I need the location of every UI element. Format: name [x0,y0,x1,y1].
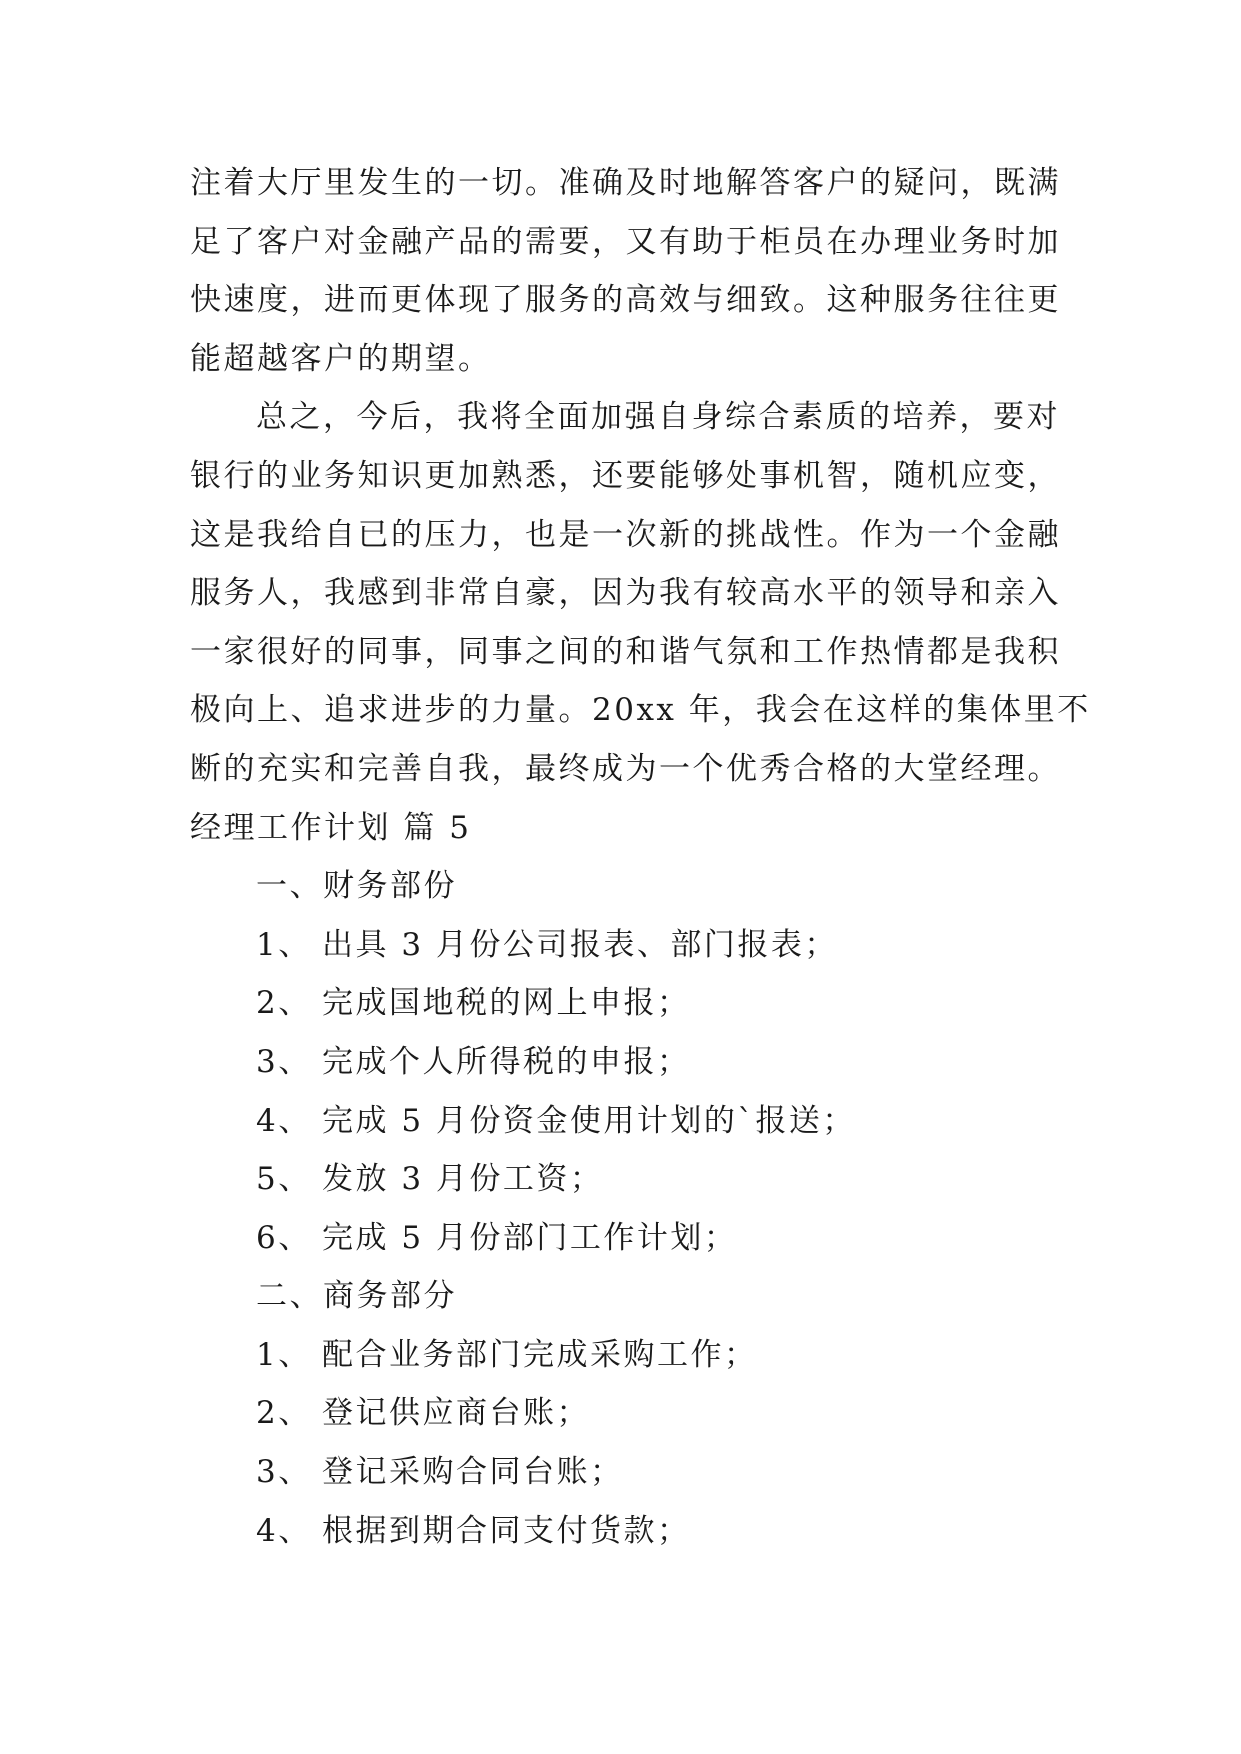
list-item-text: 登记供应商台账； [322,1395,590,1432]
paragraph-line: 快速度，进而更体现了服务的高效与细致。这种服务往往更 [190,282,1061,319]
list-item-text: 配合业务部门完成采购工作； [322,1336,758,1373]
list-item-number: 1、 [256,926,312,963]
paragraph-line: 极向上、追求进步的力量。20xx 年，我会在这样的集体里不 [190,692,1091,729]
paragraph-line: 总之，今后，我将全面加强自身综合素质的培养，要对 [256,399,1060,436]
list-item-number: 1、 [256,1336,312,1373]
list-item [190,1209,1070,1268]
paragraph-line: 服务人，我感到非常自豪，因为我有较高水平的领导和亲入 [190,575,1061,612]
list-item [190,1092,1070,1151]
list-item-text: 登记采购合同台账； [322,1454,624,1491]
list-item [190,1384,1070,1443]
list-item [190,1033,1070,1092]
list-item [190,1443,1070,1502]
paragraph-line: 断的充实和完善自我，最终成为一个优秀合格的大堂经理。 [190,750,1061,787]
finance-heading: 一、财务部份 [256,868,457,905]
list-item-number: 3、 [256,1043,312,1080]
paragraph-line: 这是我给自已的压力，也是一次新的挑战性。作为一个金融 [190,516,1061,553]
paragraph-line: 能超越客户的期望。 [190,340,492,377]
commerce-heading: 二、商务部分 [256,1278,457,1315]
list-item-number: 5、 [256,1161,312,1198]
list-item-text: 完成个人所得税的申报； [322,1043,691,1080]
list-item [190,1326,1070,1385]
list-item-number: 3、 [256,1454,312,1491]
list-item-number: 4、 [256,1102,312,1139]
list-item [190,974,1070,1033]
paragraph-line: 银行的业务知识更加熟悉，还要能够处事机智，随机应变， [190,457,1061,494]
section-title: 经理工作计划 篇 5 [190,809,472,846]
document-body [190,154,1091,1560]
list-item-text: 完成 5 月份资金使用计划的`报送； [322,1102,856,1139]
list-item-text: 根据到期合同支付货款； [322,1512,691,1549]
list-item-text: 发放 3 月份工资； [322,1161,604,1198]
list-item-text: 出具 3 月份公司报表、部门报表； [322,926,838,963]
list-item-text: 完成 5 月份部门工作计划； [322,1219,738,1256]
paragraph-line: 一家很好的同事，同事之间的和谐气氛和工作热情都是我积 [190,633,1061,670]
paragraph-line: 足了客户对金融产品的需要，又有助于柜员在办理业务时加 [190,223,1061,260]
list-item [190,916,1070,975]
list-item-number: 2、 [256,985,312,1022]
list-item-text: 完成国地税的网上申报； [322,985,691,1022]
list-item [190,1502,1070,1561]
list-item-number: 6、 [256,1219,312,1256]
list-item-number: 4、 [256,1512,312,1549]
list-item-number: 2、 [256,1395,312,1432]
list-item [190,1150,1070,1209]
paragraph-line: 注着大厅里发生的一切。准确及时地解答客户的疑问，既满 [190,165,1061,201]
